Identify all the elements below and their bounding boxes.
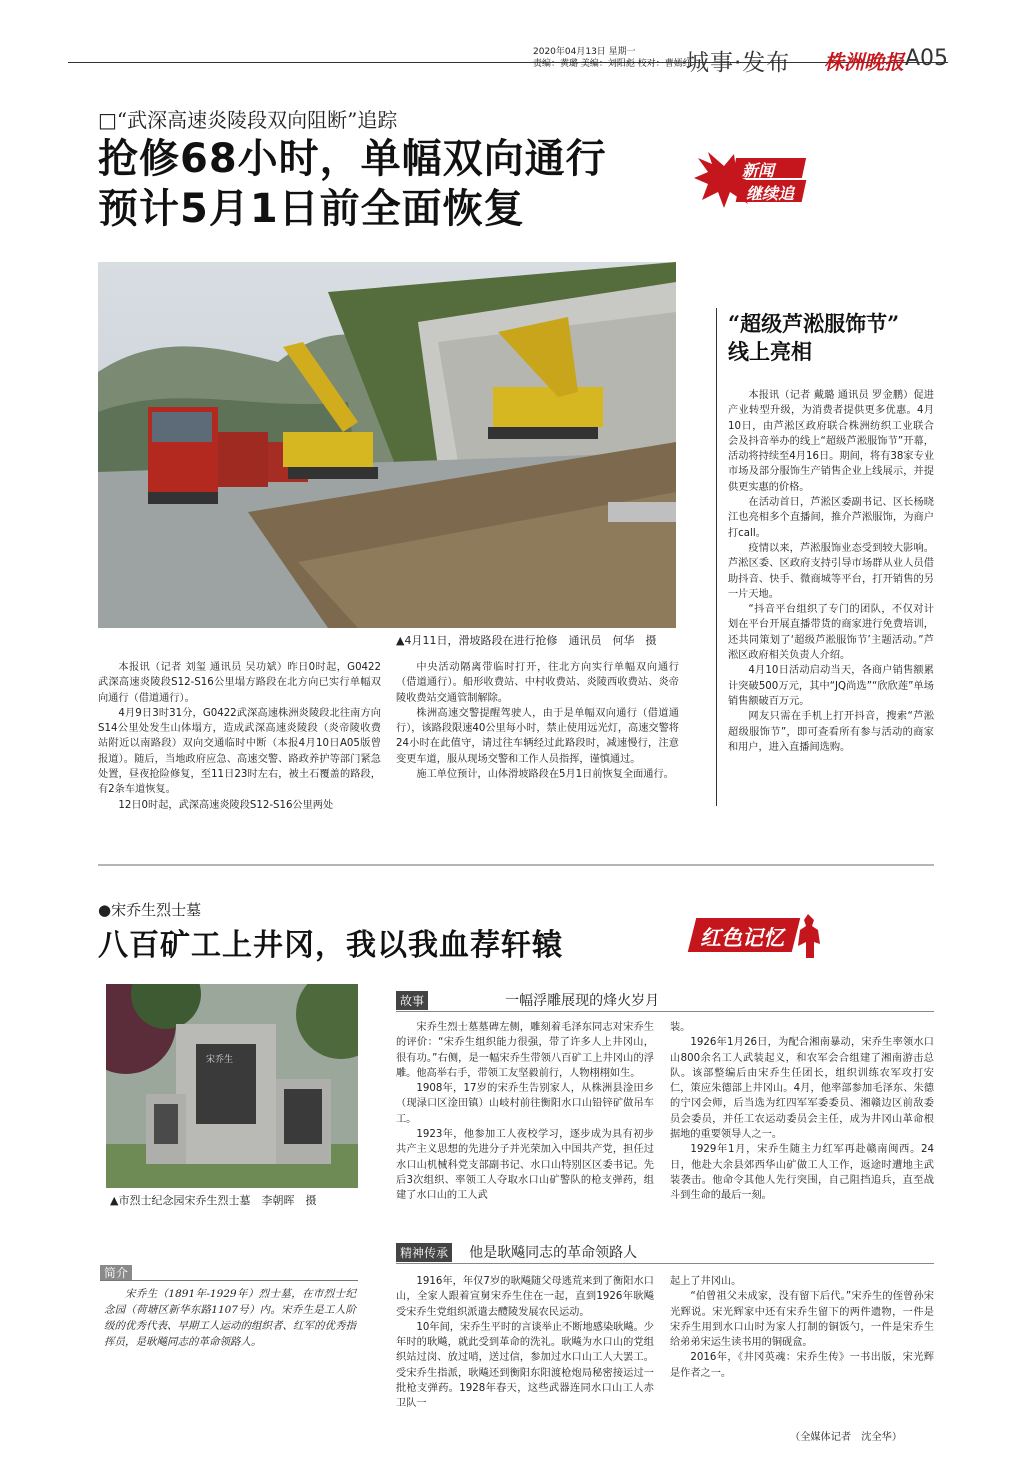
story1-paragraph: 4月9日3时31分，G0422武深高速株洲炎陵段北往南方向S14公里处发生山体塌方，造成武深高速炎陵段（炎帝陵收费站附近以南路段）双向交通临时中断（本报4月10日A05版曾报道）。随后，当地政府应急、高速交警、路政养护等部门紧急处置，昼夜抢险修复，至11日23时左右，被土石覆盖的路段，有2条车道恢复。 xyxy=(98,707,381,796)
gushi-paragraph: 宋乔生烈士墓墓碑左侧，雕刻着毛泽东同志对宋乔生的评价：“宋乔生组织能力很强，带了许多人上井冈山，很有功。”右侧，是一幅宋乔生带领八百矿工上井冈山的浮雕。他高举右手，带领工友坚毅前行，人物栩栩如生。 xyxy=(396,1022,654,1079)
gushi-paragraph: 1923年，他参加工人夜校学习，逐步成为具有初步共产主义思想的先进分子并光荣加入中国共产党，担任过水口山机械科党支部副书记、水口山特别区区委书记。先后3次组织、率领工人夺取水口山矿警队的枪支弹药，组建了水口山的工人武 xyxy=(396,1129,654,1202)
martyr-tomb-photo xyxy=(106,984,358,1188)
jingshen-paragraph: 起上了井冈山。 xyxy=(670,1276,742,1287)
story1-photo-caption: ▲4月11日，滑坡路段在进行抢修 通讯员 何华 摄 xyxy=(396,634,657,647)
story1-paragraph: 株洲高速交警提醒驾驶人，由于是单幅双向通行（借道通行），该路段限速40公里每小时，禁止使用远光灯，高速交警将24小时在此值守，请过往车辆经过此路段时，减速慢行，注意变更车道，服从现场交警和工作人员指挥，谨慎通过。 xyxy=(396,707,679,765)
story2-headline: 八百矿工上井冈，我以我血荐轩辕 xyxy=(98,928,563,963)
story1-headline-line1: 抢修68小时，单幅双向通行 xyxy=(98,136,607,182)
jingshen-paragraph: 2016年，《井冈英魂：宋乔生传》一书出版，宋光辉是作者之一。 xyxy=(670,1352,934,1379)
gushi-paragraph: 1926年1月26日，为配合湘南暴动，宋乔生率领水口山800余名工人武装起义，和农军会合组建了湘南游击总队。该部整编后由宋乔生任团长，组织训练农军攻打安仁，策应朱德部上井冈山。4月，他率部参加毛泽东、朱德的宁冈会师，后当选为红四军军委委员、湘赣边区前敌委员会委员，并任工农运动委员会主任，成为井冈山革命根据地的重要领导人之一。 xyxy=(670,1037,934,1141)
page-number: A05 xyxy=(905,46,949,71)
sidebar-paragraph: 在活动首日，芦淞区委副书记、区长杨晓江也亮相多个直播间，推介芦淞服饰，为商户打call。 xyxy=(728,497,934,539)
story1-headline-line2: 预计5月1日前全面恢复 xyxy=(98,186,525,232)
badge-line1: 新闻 xyxy=(742,161,775,180)
gushi-column-1 xyxy=(396,1020,654,1204)
sidebar-title-line2: 线上亮相 xyxy=(728,339,812,364)
jingshen-header xyxy=(396,1242,934,1262)
jingshen-column-2 xyxy=(670,1274,934,1381)
jingshen-title: 他是耿飚同志的革命领路人 xyxy=(469,1245,638,1261)
gushi-rule xyxy=(396,1011,934,1012)
story1-column-1 xyxy=(98,660,381,813)
sidebar-title-line1: “超级芦淞服饰节” xyxy=(728,311,900,336)
jingshen-paragraph: 1916年，年仅7岁的耿飚随父母逃荒来到了衡阳水口山，全家人跟着宣舅宋乔生住在一起，直到1926年耿飚受宋乔生党组织派遣去醴陵发展农民运动。 xyxy=(396,1276,654,1318)
paper-name: 株洲晚报 xyxy=(824,50,904,74)
jianjie-paragraph: 宋乔生（1891年-1929年）烈士墓，在市烈士纪念园（荷塘区新华东路1107号）内。宋乔生是工人阶级的优秀代表、早期工人运动的组织者、红军的优秀指挥员，是耿飚同志的革命领路人。 xyxy=(104,1288,356,1348)
jianjie-label: 简介 xyxy=(100,1265,132,1281)
story1-paragraph: 12日0时起，武深高速炎陵段S12-S16公里两处 xyxy=(118,799,334,811)
signature: （全媒体记者 沈全华） xyxy=(790,1432,903,1443)
story1-paragraph: 中央活动隔离带临时打开，往北方向实行单幅双向通行（借道通行）。船形收费站、中村收费站、炎陵西收费站、炎帝陵收费站交通管制解除。 xyxy=(396,662,679,704)
jingshen-paragraph: “伯曾祖父未成家，没有留下后代。”宋乔生的侄曾孙宋光辉说。宋光辉家中还有宋乔生留下的两件遗物，一件是宋乔生用到水口山时为家人打制的铜饭勺，一件是宋乔生给弟弟宋运生读书用的铜砚盒。 xyxy=(670,1291,934,1349)
sidebar-paragraph: 本报讯（记者 戴璐 通讯员 罗金鹏）促进产业转型升级，为消费者提供更多优惠。4月10日，由芦淞区政府联合株洲纺织工业联合会及抖音举办的线上“超级芦淞服饰节”开幕，活动将持续至4月16日。期间，将有38家专业市场及部分服饰生产销售企业上线展示，并提供更实惠的价格。 xyxy=(728,390,934,493)
sidebar-divider xyxy=(716,308,717,806)
gushi-column-2 xyxy=(670,1020,934,1204)
badge-line2: 继续追 xyxy=(746,184,795,203)
gushi-header xyxy=(396,990,934,1010)
header-rule xyxy=(68,62,948,63)
story2-kicker: ●宋乔生烈士墓 xyxy=(98,901,202,919)
landslide-repair-photo xyxy=(98,262,676,628)
jingshen-paragraph: 10年间，宋乔生平时的言谈举止不断地感染耿飚。少年时的耿飚，就此受到革命的洗礼。耿飚为水口山的党组织站过岗、放过哨，送过信，参加过水口山工人大罢工。受宋乔生指派，耿飚还到衡阳东阳渡枪炮局秘密接运过一批枪支弹药。1928年春天，这些武器连同水口山工人赤卫队一 xyxy=(396,1321,654,1410)
gushi-paragraph: 装。 xyxy=(670,1022,691,1033)
badge-text: 红色记忆 xyxy=(700,926,784,950)
jingshen-rule xyxy=(396,1263,934,1264)
jingshen-tag: 精神传承 xyxy=(396,1243,452,1262)
sidebar-paragraph: 疫情以来，芦淞服饰业态受到较大影响。芦淞区委、区政府支持引导市场群从业人员借助抖音、快手、微商城等平台，打开销售的另一片天地。 xyxy=(728,542,934,600)
story1-kicker: □“武深高速炎陵段双向阻断”追踪 xyxy=(98,108,398,132)
gushi-paragraph: 1908年，17岁的宋乔生告别家人，从株洲县淦田乡（现渌口区淦田镇）山岐村前往衡阳水口山铅锌矿做吊车工。 xyxy=(396,1083,654,1125)
sidebar-paragraph: 4月10日活动启动当天，各商户销售额累计突破500万元，其中“JQ尚选”“欣欣莲”单场销售额破百万元。 xyxy=(728,665,934,707)
header-editors: 责编：黄璐 美编：刘阳彪 校对：曹嫣红 xyxy=(533,59,692,69)
news-follow-badge xyxy=(694,150,804,210)
story1-column-2 xyxy=(396,660,679,782)
sidebar-paragraph: 网友只需在手机上打开抖音，搜索“芦淞超级服饰节”，即可查看所有参与活动的商家和用户，进入直播间选购。 xyxy=(728,711,934,753)
jianjie-label-wrap xyxy=(100,1262,132,1281)
soldier-silhouette-icon xyxy=(792,912,826,960)
sidebar-body xyxy=(728,388,934,755)
header-date: 2020年04月13日 星期一 xyxy=(533,47,636,57)
gushi-tag: 故事 xyxy=(396,991,428,1010)
jianjie-body xyxy=(104,1286,356,1350)
stele-inscription: 宋乔生 xyxy=(206,1055,234,1065)
jianjie-rule xyxy=(100,1280,358,1281)
story1-paragraph: 施工单位预计，山体滑坡路段在5月1日前恢复全面通行。 xyxy=(416,769,674,781)
gushi-title: 一幅浮雕展现的烽火岁月 xyxy=(505,993,660,1009)
red-memory-badge xyxy=(692,912,832,962)
story1-paragraph: 本报讯（记者 刘玺 通讯员 吴功斌）昨日0时起，G0422武深高速炎陵段S12-S16公里塌方路段在北方向已实行单幅双向通行（借道通行）。 xyxy=(98,662,381,704)
jingshen-column-1 xyxy=(396,1274,654,1412)
sidebar-paragraph: “抖音平台组织了专门的团队，不仅对计划在平台开展直播带货的商家进行免费培训，还共同策划了‘超级芦淞服饰节’主题活动。”芦淞区政府相关负责人介绍。 xyxy=(728,604,934,662)
section-title: 城事·发布 xyxy=(686,50,791,76)
section-separator xyxy=(98,864,934,866)
gushi-paragraph: 1929年1月，宋乔生随主力红军再赴赣南闽西。24日，他赴大余县郊西华山矿做工人工作，返途时遭地主武装袭击。他命令其他人先行突围，自己阻挡追兵，直至战斗到生命的最后一刻。 xyxy=(670,1144,934,1202)
story2-photo-caption: ▲市烈士纪念园宋乔生烈士墓 李朝晖 摄 xyxy=(110,1194,317,1207)
